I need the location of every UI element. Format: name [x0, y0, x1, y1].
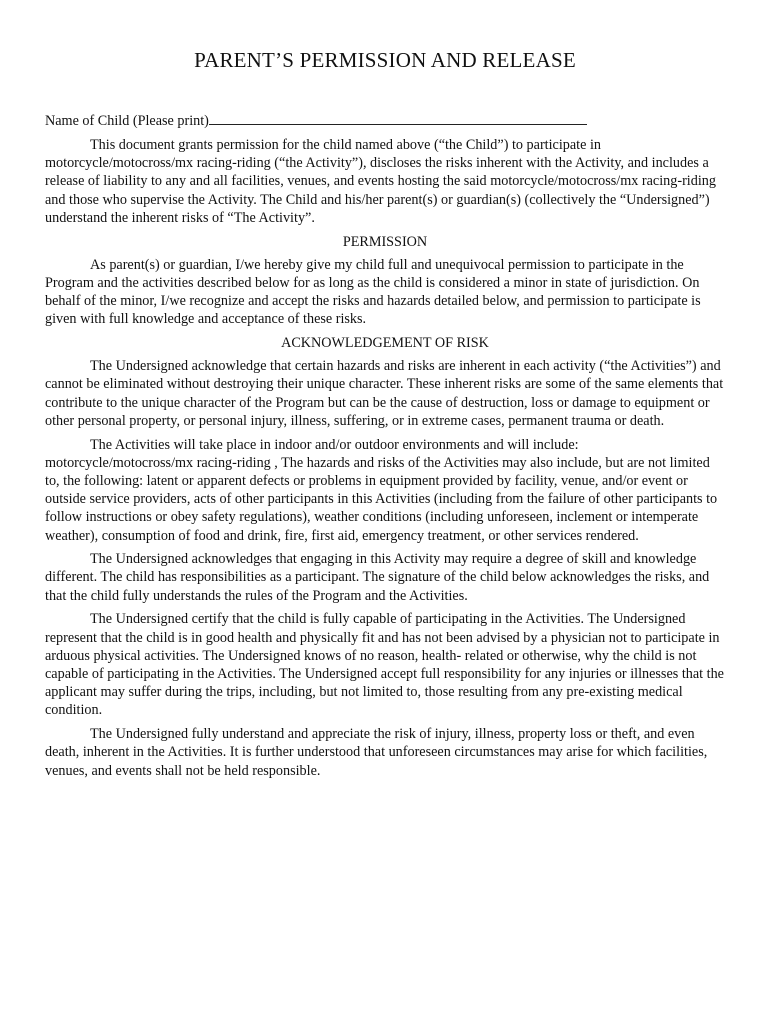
child-name-blank[interactable]: [209, 110, 587, 125]
understanding-paragraph: The Undersigned fully understand and appreciate the risk of injury, illness, property loss or theft, and even death, inherent in the Activities. It is further understood that unforeseen circumstances may arise for which facilities, venues, and events shall not be held responsible.: [45, 726, 708, 779]
acknowledgement-heading: ACKNOWLEDGEMENT OF RISK: [281, 335, 489, 352]
permission-heading: PERMISSION: [342, 233, 428, 250]
activities-paragraph: The Activities will take place in indoor and/or outdoor environments and will include: motorcycle/motocross/mx racing-riding , The hazards and risks of the Activities may also include, but are not limited to, the following: latent or apparent defects or problems in equipment provided by facility, venue, and/or event or outside service providers, acts of other participants in this Activities (including from the failure of other participants to follow instructions or obey safety regulations), weather conditions (including unforeseen, inclement or intemperate weather), consumption of food and drink, fire, first aid, emergency treatment, or other services rendered.: [45, 436, 718, 544]
document-title: PARENT’S PERMISSION AND RELEASE: [194, 48, 576, 72]
skill-paragraph: The Undersigned acknowledges that engaging in this Activity may require a degree of skill and knowledge different. The child has responsibilities as a participant. The signature of the child below acknowledges the risks, and that the child fully understands the rules of the Program and the Activities.: [45, 551, 710, 604]
permission-paragraph: As parent(s) or guardian, I/we hereby give my child full and unequivocal permission to participate in the Program and the activities described below for as long as the child is considered a minor in state of jurisdiction. On behalf of the minor, I/we recognize and accept the risks and hazards detailed below, and permission to participate is given with full knowledge and acceptance of these risks.: [45, 256, 701, 328]
risk-paragraph: The Undersigned acknowledge that certain hazards and risks are inherent in each activity (“the Activities”) and cannot be eliminated without destroying their unique character. These inherent risks are some of the same elements that contribute to the unique character of the Program but can be the cause of destruction, loss or damage to equipment or other personal property, or personal injury, illness, suffering, or in extreme cases, permanent trauma or death.: [45, 358, 724, 429]
child-name-field: [45, 110, 587, 130]
child-name-label: Name of Child (Please print): [45, 113, 209, 129]
capability-paragraph: The Undersigned certify that the child is fully capable of participating in the Activities. The Undersigned represent that the child is in good health and physically fit and has not been advised by a physician not to participate in arduous physical activities. The Undersigned knows of no reason, health- related or otherwise, why the child is not capable of participating in the Activities. The Undersigned accept full responsibility for any injuries or illnesses that the applicant may suffer during the trips, including, but not limited to, those resulting from any pre-existing medical condition.: [45, 611, 724, 719]
intro-paragraph: This document grants permission for the child named above (“the Child”) to participate in motorcycle/motocross/mx racing-riding (“the Activity”), discloses the risks inherent with the Activity, and includes a release of liability to any and all facilities, venues, and events hosting the said motorcycle/motocross/mx racing-riding and those who supervise the Activity. The Child and his/her parent(s) or guardian(s) (collectively the “Undersigned”) understand the inherent risks of “The Activity”.: [45, 137, 716, 226]
document-body: [45, 136, 725, 785]
